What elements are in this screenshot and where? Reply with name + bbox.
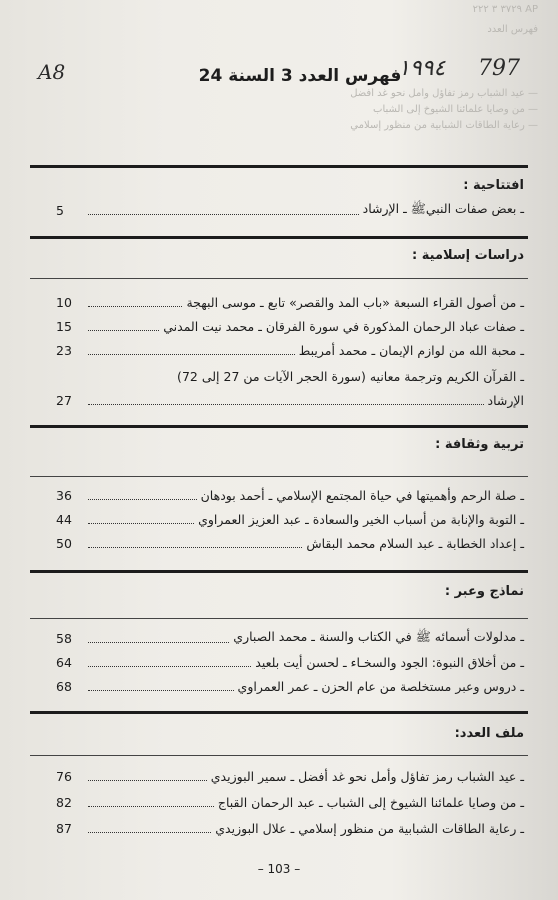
leader-dots: [88, 305, 182, 307]
toc-entry[interactable]: [56, 628, 524, 648]
handwritten-note-left: A8: [38, 60, 66, 84]
page-number: 36: [56, 487, 72, 503]
entry-title: ـ محبة الله من لوازم الإيمان ـ محمد أمريبط: [298, 342, 524, 358]
toc-entry[interactable]: [56, 818, 524, 838]
section-subrule: [30, 476, 528, 477]
toc-entry[interactable]: [56, 766, 524, 786]
page-number: 76: [56, 768, 72, 784]
toc-entry[interactable]: [56, 533, 524, 553]
page-number: 82: [56, 794, 72, 810]
toc-entry[interactable]: [56, 485, 524, 505]
page-footer-number: – 103 –: [257, 862, 301, 876]
section-rule: [30, 425, 528, 428]
page-number: 64: [56, 654, 72, 670]
leader-dots: [88, 213, 359, 215]
entry-title: ـ إعداد الخطابة ـ عبد السلام محمد البقاش: [306, 535, 524, 551]
page-number: 50: [56, 535, 72, 551]
section-heading: دراسات إسلامية :: [412, 248, 524, 263]
entry-title: ـ عيد الشباب رمز تفاؤل وأمل نحو غد أفضل ـ سمير البوزيدي: [210, 768, 524, 784]
page-number: 10: [56, 294, 72, 310]
entry-title: ـ من أخلاق النبوة: الجود والسخـاء ـ لحسن أيت بلعيد: [255, 654, 524, 670]
toc-entry[interactable]: [56, 292, 524, 312]
page-number: 27: [56, 392, 72, 408]
section-heading: نماذج وعبر :: [444, 584, 524, 599]
section-subrule: [30, 755, 528, 756]
entry-title: ـ القرآن الكريم وترجمة معانيه (سورة الحجر الآيات من 27 إلى 72): [177, 368, 524, 384]
toc-entry[interactable]: [56, 676, 524, 696]
leader-dots: [88, 498, 197, 500]
entry-title: ـ من أصول القراء السبعة «باب المد والقصر» تابع ـ موسى البهجة: [186, 294, 524, 310]
section-rule: [30, 570, 528, 573]
toc-entry-line2[interactable]: [56, 390, 524, 410]
leader-dots: [88, 665, 251, 667]
section-rule: [30, 165, 528, 168]
page-number: 5: [56, 202, 64, 218]
section-heading: ملف العدد:: [454, 726, 524, 741]
toc-entry[interactable]: [56, 316, 524, 336]
toc-entry[interactable]: [56, 792, 524, 812]
section-heading: تربية وثقافة :: [435, 437, 524, 452]
leader-dots: [88, 779, 207, 781]
leader-dots: [88, 522, 194, 524]
toc-entry-line1[interactable]: [56, 366, 524, 386]
leader-dots: [88, 689, 234, 691]
leader-dots: [88, 805, 214, 807]
entry-title: ـ بعض صفات النبيﷺ ـ الإرشاد: [362, 200, 524, 216]
leader-dots: [88, 403, 484, 405]
page-title: فهرس العدد 3 السنة 24: [198, 66, 402, 86]
page-number: 15: [56, 318, 72, 334]
entry-author: الإرشاد: [487, 392, 524, 408]
entry-title: ـ التوبة والإنابة من أسباب الخير والسعادة ـ عبد العزيز العمراوي: [198, 511, 524, 527]
toc-entry[interactable]: [56, 509, 524, 529]
entry-title: ـ مدلولات أسمائه ﷺ في الكتاب والسنة ـ محمد الصباري: [233, 628, 524, 644]
bleed-through-line: AP ٣٧٢٩ ٣ ٢٢٢: [472, 4, 538, 15]
page-number: 58: [56, 630, 72, 646]
toc-entry[interactable]: [56, 652, 524, 672]
leader-dots: [88, 329, 159, 331]
page-number: 23: [56, 342, 72, 358]
section-rule: [30, 236, 528, 239]
entry-title: ـ رعاية الطاقات الشبابية من منظور إسلامي ـ علال البوزيدي: [215, 820, 524, 836]
toc-entry[interactable]: [56, 340, 524, 360]
toc-entry[interactable]: [56, 200, 524, 220]
entry-title: ـ من وصايا علمائنا الشيوخ إلى الشباب ـ عبد الرحمان القباج: [217, 794, 524, 810]
bleed-through-line: — عيد الشباب رمز تفاؤل وأمل نحو غد أفضل: [350, 88, 538, 99]
leader-dots: [88, 546, 302, 548]
page-number: 44: [56, 511, 72, 527]
page-number: 68: [56, 678, 72, 694]
leader-dots: [88, 831, 211, 833]
leader-dots: [88, 641, 229, 643]
handwritten-note-right: 797: [478, 56, 520, 81]
section-heading: افتتاحية :: [463, 178, 524, 193]
bleed-through-line: — رعاية الطاقات الشبابية من منظور إسلامي: [350, 120, 538, 131]
section-subrule: [30, 618, 528, 619]
section-rule: [30, 711, 528, 714]
leader-dots: [88, 353, 295, 355]
entry-title: ـ دروس وعبر مستخلصة من عام الحزن ـ عمر العمراوي: [237, 678, 524, 694]
page-number: 87: [56, 820, 72, 836]
entry-title: ـ صفات عباد الرحمان المذكورة في سورة الفرقان ـ محمد نيت المدني: [163, 318, 524, 334]
section-subrule: [30, 278, 528, 279]
bleed-through-line: — من وصايا علمائنا الشيوخ إلى الشباب: [373, 104, 538, 115]
entry-title: ـ صلة الرحم وأهميتها في حياة المجتمع الإسلامي ـ أحمد بودهان: [200, 487, 524, 503]
handwritten-note-middle: ١٩٩٤: [398, 56, 446, 81]
bleed-through-line: فهرس العدد: [487, 24, 538, 35]
